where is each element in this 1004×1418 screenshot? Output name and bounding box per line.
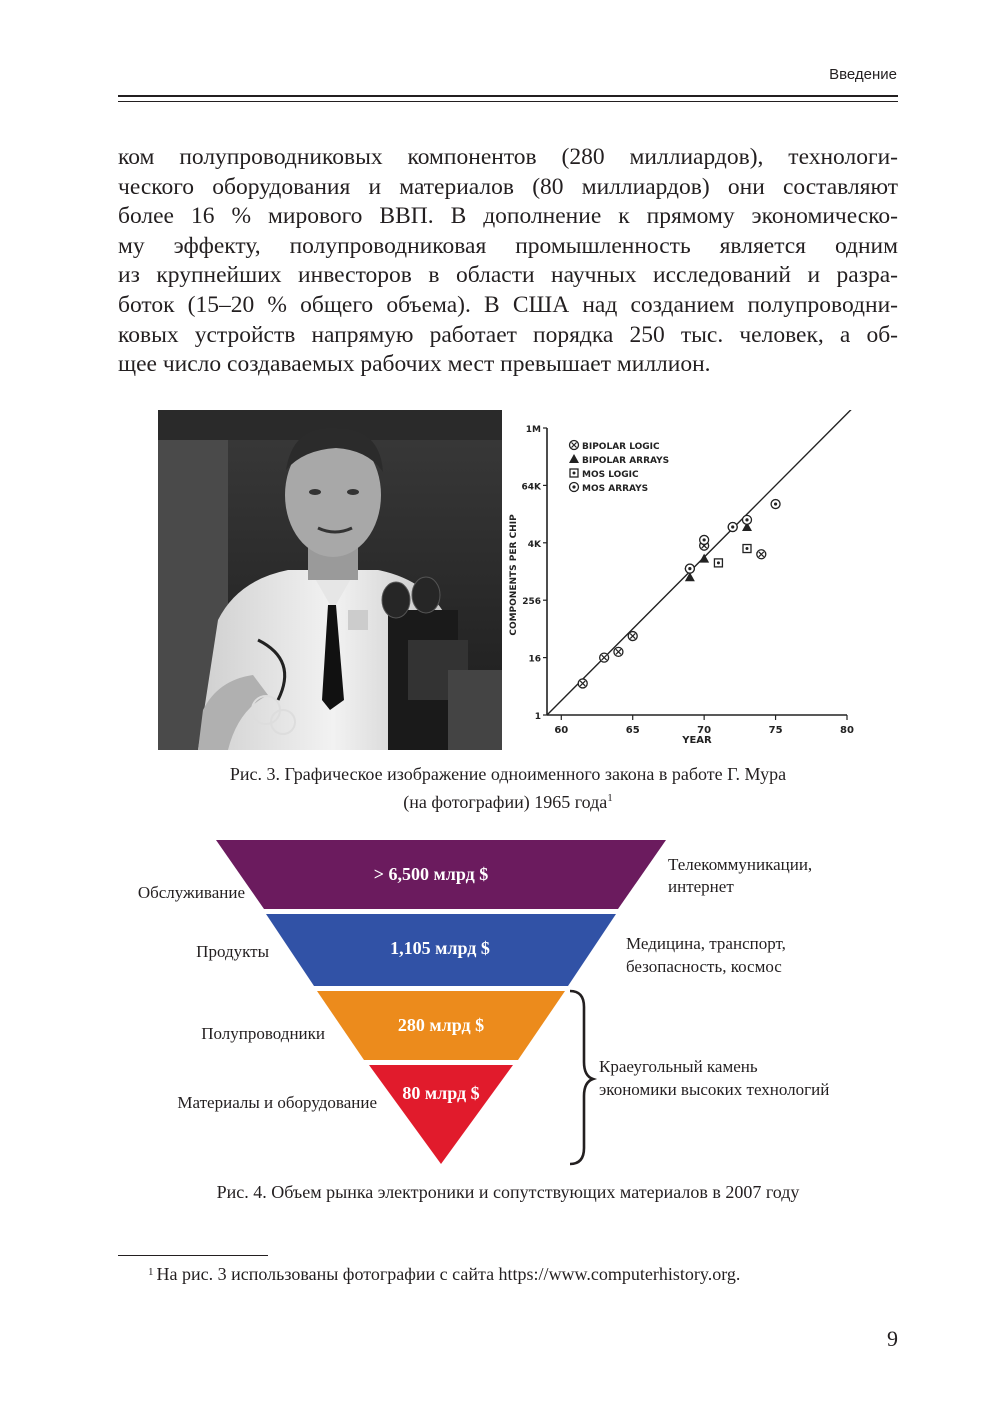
body-line: щее число создаваемых рабочих мест превышает миллион. xyxy=(118,351,711,378)
header-rule-thick xyxy=(118,95,898,97)
figure4-caption: Рис. 4. Объем рынка электроники и сопутствующих материалов в 2007 году xyxy=(216,1182,800,1202)
x-tick-label: 70 xyxy=(697,725,712,736)
brace-label: Краеугольный камень xyxy=(599,1057,758,1076)
page-number: 9 xyxy=(887,1326,898,1351)
figure3-caption-line2: (на фотографии) 1965 года xyxy=(403,792,608,812)
data-point xyxy=(600,653,609,662)
chart-xlabel: YEAR xyxy=(682,735,712,746)
x-tick-label: 75 xyxy=(768,725,783,736)
footnote-rule xyxy=(118,1255,268,1256)
data-point xyxy=(743,545,751,553)
data-point xyxy=(743,515,752,524)
data-point xyxy=(714,559,722,567)
data-point xyxy=(578,679,587,688)
y-tick-label: 1 xyxy=(534,712,541,722)
tier-value: 280 млрд $ xyxy=(397,1015,485,1035)
data-point xyxy=(757,550,766,559)
header-rule-thin xyxy=(118,101,898,102)
data-point xyxy=(614,647,623,656)
data-point xyxy=(699,554,709,563)
x-tick-label: 65 xyxy=(625,725,640,736)
y-tick-label: 1M xyxy=(525,425,541,435)
figure3-caption-line1: Рис. 3. Графическое изображение одноименного закона в работе Г. Мура xyxy=(229,764,787,784)
brace-label: экономики высоких технологий xyxy=(599,1080,830,1099)
tier-right-label: интернет xyxy=(668,877,734,896)
data-point xyxy=(700,535,709,544)
body-line: из крупнейших инвесторов в области научных исследований и разра- xyxy=(118,262,898,289)
tier-value: > 6,500 млрд $ xyxy=(373,864,489,884)
tier-value: 1,105 млрд $ xyxy=(390,938,490,958)
data-point xyxy=(771,500,780,509)
y-tick-label: 16 xyxy=(528,654,541,665)
body-line: более 16 % мирового ВВП. В дополнение к прямому экономическо- xyxy=(118,203,898,230)
legend-marker xyxy=(570,483,579,492)
data-point xyxy=(628,632,637,641)
y-tick-label: 4K xyxy=(527,539,541,550)
y-tick-label: 64K xyxy=(521,482,541,493)
legend-marker xyxy=(569,454,579,463)
legend-marker xyxy=(570,469,578,477)
tier-materials xyxy=(369,1065,513,1164)
body-line: ком полупроводниковых компонентов (280 миллиардов), технологи- xyxy=(118,144,898,170)
data-point xyxy=(685,564,694,573)
data-point xyxy=(728,523,737,532)
body-line: ческого оборудования и материалов (80 миллиардов) они составляют xyxy=(118,173,898,200)
brace xyxy=(570,991,593,1164)
market-pyramid xyxy=(118,836,898,1172)
legend-entry: BIPOLAR ARRAYS xyxy=(582,456,670,466)
legend-entry: MOS LOGIC xyxy=(582,470,639,480)
footnote-text: На рис. 3 использованы фотографии с сайта https://www.computerhistory.org. xyxy=(156,1264,741,1284)
tier-left-label: Материалы и оборудование xyxy=(177,1093,377,1112)
body-line: боток (15–20 % общего объема). В США над созданием полупроводни- xyxy=(118,291,898,318)
tier-left-label: Продукты xyxy=(196,942,269,961)
tier-right-label: Медицина, транспорт, xyxy=(626,934,786,953)
footnote xyxy=(148,1264,740,1285)
running-head: Введение xyxy=(829,66,897,83)
tier-left-label: Обслуживание xyxy=(137,883,245,902)
tier-left-label: Полупроводники xyxy=(201,1024,325,1043)
tier-value: 80 млрд $ xyxy=(402,1083,480,1103)
body-line: му эффекту, полупроводниковая промышленность является одним xyxy=(118,232,898,259)
legend-entry: BIPOLAR LOGIC xyxy=(582,442,660,452)
tier-right-label: Телекоммуникации, xyxy=(668,855,813,874)
body-line: ковых устройств напрямую работает порядка 250 тыс. человек, а об- xyxy=(118,321,898,348)
chart-ylabel: COMPONENTS PER CHIP xyxy=(509,514,519,636)
x-tick-label: 60 xyxy=(554,725,569,736)
body-paragraph xyxy=(118,143,898,380)
legend-marker xyxy=(570,441,579,450)
moore-law-chart xyxy=(502,410,862,750)
figure3-caption xyxy=(118,762,898,814)
moore-photo xyxy=(158,410,502,750)
y-tick-label: 256 xyxy=(522,597,541,608)
x-tick-label: 80 xyxy=(840,725,854,736)
tier-right-label: безопасность, космос xyxy=(626,957,782,976)
legend-entry: MOS ARRAYS xyxy=(582,484,649,494)
figure3-footnote-ref: 1 xyxy=(607,792,613,804)
footnote-marker: 1 xyxy=(148,1266,154,1278)
